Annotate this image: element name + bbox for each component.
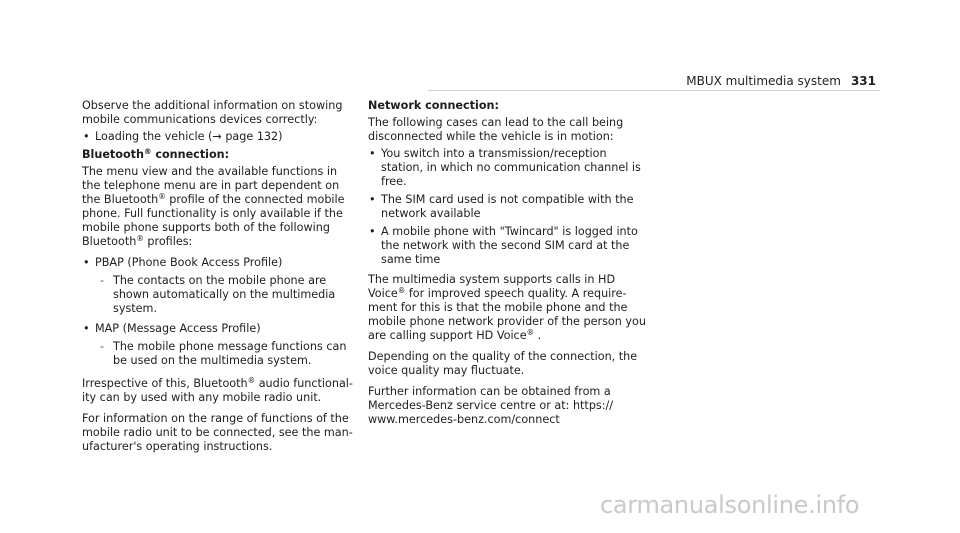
watermark-logo: carmanualsonline.info bbox=[600, 491, 860, 519]
further-line-1: Further information can be obtained from a bbox=[368, 385, 611, 398]
hd-part-a: The multimedia system supports calls in HD Voice bbox=[368, 273, 616, 300]
para1-part-c: profiles: bbox=[143, 235, 193, 248]
further-info-paragraph bbox=[368, 385, 648, 427]
further-line-2: Mercedes-Benz service centre or at: https:// bbox=[368, 399, 614, 412]
bt-heading-text: Bluetooth bbox=[82, 148, 144, 161]
bluetooth-heading bbox=[82, 148, 357, 162]
arrow-icon: → bbox=[212, 130, 222, 143]
para2-part-b: audio functional-ity can by used with any mobile radio unit. bbox=[82, 377, 353, 404]
audio-paragraph bbox=[82, 377, 357, 405]
stowing-intro: Observe the additional information on stowing mobile communications devices correctly: bbox=[82, 99, 343, 126]
header-title: MBUX multimedia system bbox=[686, 74, 841, 88]
map-bullet: • MAP (Message Access Profile) bbox=[82, 322, 357, 336]
loading-text: Loading the vehicle ( bbox=[95, 130, 213, 143]
loading-bullet bbox=[82, 130, 357, 144]
hd-part-c: . bbox=[534, 329, 542, 342]
registered-mark: ® bbox=[247, 376, 256, 385]
header-rule bbox=[428, 90, 880, 91]
registered-mark: ® bbox=[143, 147, 152, 156]
hd-part-b: for improved speech quality. A require-ment for this is that the mobile phone and the mobile phone network provider of the person you are calling support HD Voice bbox=[368, 287, 646, 342]
registered-mark: ® bbox=[526, 328, 535, 337]
registered-mark: ® bbox=[397, 286, 406, 295]
list-item: • The SIM card used is not compatible with the network available bbox=[368, 193, 648, 221]
page-ref-link[interactable]: page 132) bbox=[221, 130, 283, 143]
network-heading: Network connection: bbox=[368, 99, 499, 112]
para1-part-b: profile of the connected mobile phone. Full functionality is only available if the mobile phone supports both of the following Bluetooth bbox=[82, 193, 345, 248]
quality-paragraph: Depending on the quality of the connection, the voice quality may fluctuate. bbox=[368, 350, 638, 377]
list-item: • A mobile phone with "Twincard" is logged into the network with the second SIM card at the same time bbox=[368, 225, 648, 267]
bt-heading-suffix: connection: bbox=[151, 148, 230, 161]
network-intro: The following cases can lead to the call being disconnected while the vehicle is in motion: bbox=[368, 116, 624, 143]
hd-voice-paragraph bbox=[368, 273, 648, 343]
right-column bbox=[368, 99, 648, 434]
bluetooth-paragraph bbox=[82, 165, 357, 249]
connect-url-link[interactable]: www.mercedes-benz.com/connect bbox=[368, 413, 560, 426]
page-number: 331 bbox=[850, 74, 876, 88]
pbap-bullet: • PBAP (Phone Book Access Profile) bbox=[82, 256, 357, 270]
registered-mark: ® bbox=[158, 192, 166, 201]
list-item: • You switch into a transmission/reception station, in which no communication channel is free. bbox=[368, 147, 648, 189]
para1-part-a: The menu view and the available functions in the telephone menu are in part dependent on the Bluetooth bbox=[82, 165, 340, 206]
map-sub-item: - The mobile phone message functions can be used on the multimedia system. bbox=[82, 340, 357, 368]
range-paragraph: For information on the range of functions of the mobile radio unit to be connected, see the man-ufacturer's operating instructions. bbox=[82, 412, 353, 453]
registered-mark: ® bbox=[136, 234, 144, 243]
pbap-sub-item: - The contacts on the mobile phone are shown automatically on the multimedia system. bbox=[82, 274, 357, 316]
page-header bbox=[686, 74, 876, 88]
para2-part-a: Irrespective of this, Bluetooth bbox=[82, 377, 248, 390]
left-column bbox=[82, 99, 357, 461]
